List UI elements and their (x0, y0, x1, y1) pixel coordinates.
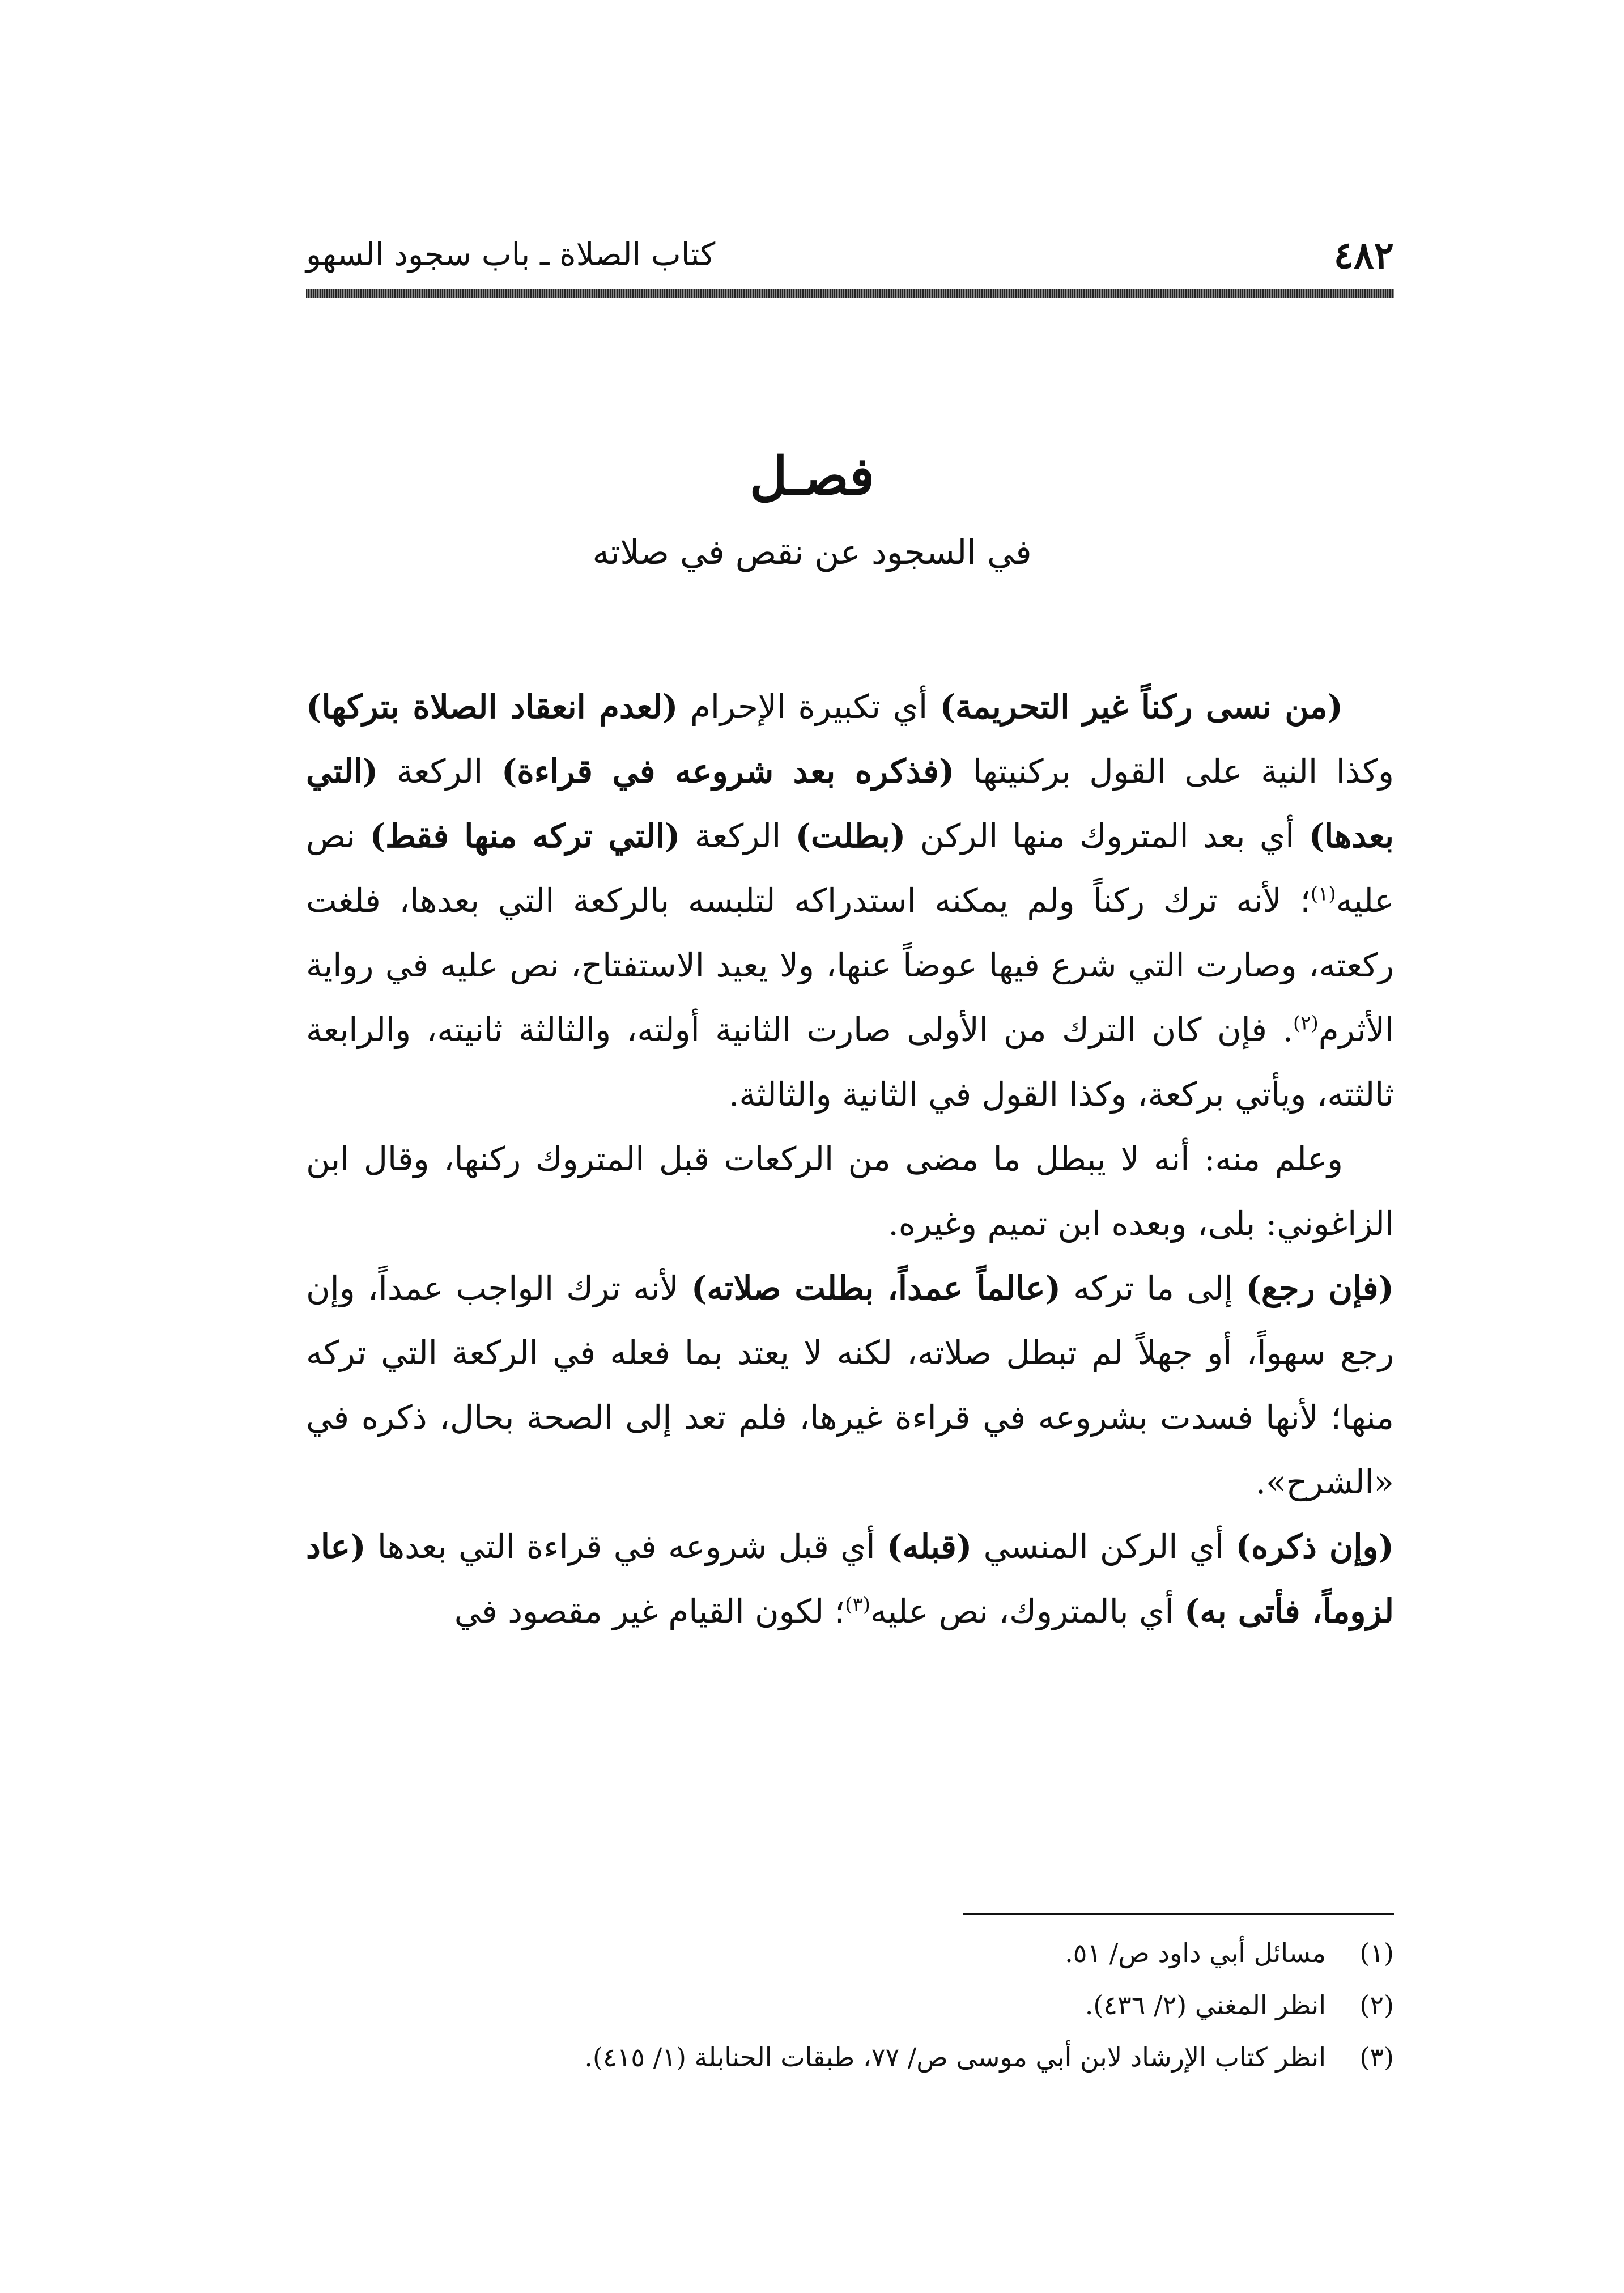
matn-text: (لعدم انعقاد الصلاة بتركها) (306, 687, 678, 726)
matn-text: (وإن ذكره) (1235, 1527, 1394, 1566)
matn-text: (فإن رجع) (1245, 1269, 1394, 1307)
running-header-title: كتاب الصلاة ـ باب سجود السهو (306, 236, 716, 273)
paragraph-1 (306, 674, 1394, 1127)
footnote-ref[interactable]: (٢) (1293, 1012, 1319, 1035)
body-text (306, 674, 1394, 1644)
footnote (306, 2031, 1394, 2083)
sharh-text: لأنه ترك الواجب عمداً، وإن رجع سهواً، أو جهلاً لم تبطل صلاته، لكنه لا يعتد بما فعله في الركعة التي تركه منها؛ لأنها فسدت بشروعه في قراءة غيرها، فلم تعد إلى الصحة بحال، ذكره في «الشرح». (306, 1269, 1394, 1501)
header-rule (306, 289, 1394, 298)
sharh-text: أي بعد المتروك منها الركن (905, 817, 1309, 855)
sharh-text: الركعة (680, 817, 796, 855)
matn-text: (التي تركه منها فقط) (369, 817, 681, 855)
page-number: ٤٨٢ (1333, 233, 1394, 277)
sharh-text: الركعة (378, 752, 501, 791)
footnote (306, 1979, 1394, 2031)
sharh-text: نص عليه (306, 817, 1395, 920)
matn-text: (فذكره بعد شروعه في قراءة) (501, 752, 955, 791)
footnotes (306, 1927, 1394, 2083)
sharh-text: أي قبل شروعه في قراءة التي بعدها (365, 1527, 887, 1566)
running-header (306, 227, 1394, 289)
section-subtitle: في السجود عن نقص في صلاته (592, 533, 1032, 572)
sharh-text: وكذا النية على القول بركنيتها (954, 752, 1394, 791)
footnote-ref[interactable]: (٣) (845, 1593, 870, 1616)
footnote-rule (963, 1913, 1394, 1915)
matn-text: (التي بعدها) (306, 752, 1395, 855)
matn-text: (بطلت) (795, 817, 906, 855)
footnote-number: (١) (1359, 1938, 1394, 1968)
paragraph-3 (306, 1256, 1394, 1514)
footnote-text: مسائل أبي داود ص/ ٥١. (1065, 1938, 1326, 1968)
sharh-text: أي بالمتروك، نص عليه (870, 1592, 1184, 1630)
paragraph-4 (306, 1514, 1394, 1644)
footnote-number: (٢) (1359, 1990, 1394, 2020)
sharh-text: أي تكبيرة الإحرام (678, 687, 940, 726)
footnote-text: انظر كتاب الإرشاد لابن أبي موسى ص/ ٧٧، طبقات الحنابلة (١/ ٤١٥). (584, 2042, 1326, 2073)
sharh-text: . فإن كان الترك من الأولى صارت الثانية أولته، والثالثة ثانيته، والرابعة ثالثته، ويأتي بركعة، وكذا القول في الثانية والثالثة. (306, 1010, 1394, 1114)
footnote-text: انظر المغني (٢/ ٤٣٦). (1085, 1990, 1326, 2020)
paragraph-2: وعلم منه: أنه لا يبطل ما مضى من الركعات قبل المتروك ركنها، وقال ابن الزاغوني: بلى، وبعده ابن تميم وغيره. (306, 1140, 1394, 1243)
matn-text: (عالماً عمداً، بطلت صلاته) (691, 1269, 1061, 1307)
sharh-text: ؛ لكون القيام غير مقصود في (454, 1592, 845, 1630)
sharh-text: أي الركن المنسي (972, 1527, 1236, 1566)
sharh-text: ؛ لأنه ترك ركناً ولم يمكنه استدراكه لتلبسه بالركعة التي بعدها، فلغت ركعته، وصارت التي شرع فيها عوضاً عنها، ولا يعيد الاستفتاح، نص عليه في رواية الأثرم (306, 881, 1395, 1049)
footnote (306, 1927, 1394, 1979)
matn-text: (قبله) (886, 1527, 972, 1566)
matn-text: (من نسى ركناً غير التحريمة) (939, 687, 1343, 726)
footnote-number: (٣) (1359, 2042, 1394, 2073)
footnote-ref[interactable]: (١) (1310, 882, 1336, 906)
sharh-text: إلى ما تركه (1061, 1269, 1246, 1307)
section-title: فصـل (749, 445, 875, 507)
matn-text: (عاد لزوماً، فأتى به) (306, 1527, 1394, 1630)
